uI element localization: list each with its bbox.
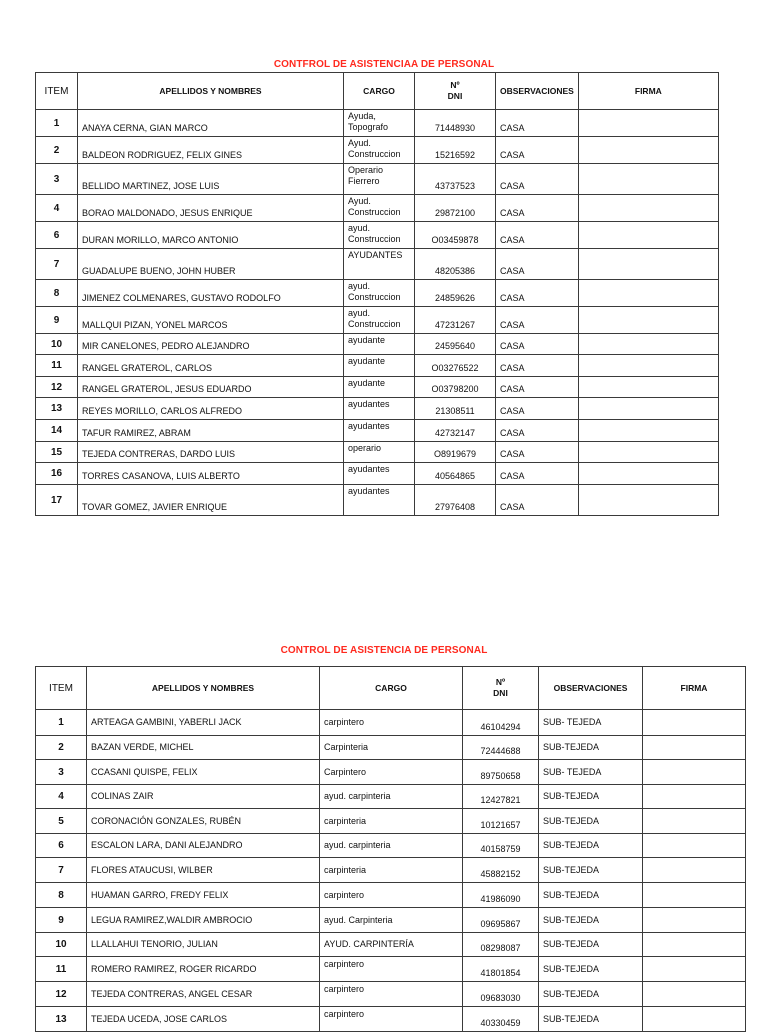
row-name: ROMERO RAMIREZ, ROGER RICARDO (87, 957, 320, 982)
row-firma (578, 280, 718, 307)
row-firma (578, 110, 718, 137)
table-row (36, 982, 746, 1007)
table-row (36, 858, 746, 883)
row-observaciones: CASA (496, 307, 579, 334)
row-firma (578, 164, 718, 195)
row-dni: O03459878 (415, 222, 496, 249)
row-dni: 43737523 (415, 164, 496, 195)
row-observaciones: CASA (496, 195, 579, 222)
header-name: APELLIDOS Y NOMBRES (78, 73, 344, 110)
row-cargo: carpintero (320, 957, 463, 982)
row-dni: 47231267 (415, 307, 496, 334)
row-item: 2 (36, 137, 78, 164)
header-cargo: CARGO (320, 667, 463, 710)
row-item: 10 (36, 334, 78, 355)
row-firma (578, 377, 718, 398)
attendance-table-1 (35, 72, 719, 516)
row-firma (643, 710, 746, 736)
row-dni: 29872100 (415, 195, 496, 222)
row-observaciones: SUB-TEJEDA (539, 957, 643, 982)
table-row (36, 760, 746, 785)
row-observaciones: CASA (496, 280, 579, 307)
row-cargo: Carpintero (320, 760, 463, 785)
table-row (36, 164, 719, 195)
row-dni: 24595640 (415, 334, 496, 355)
row-observaciones: CASA (496, 398, 579, 420)
table-row (36, 420, 719, 442)
row-firma (578, 463, 718, 485)
row-firma (578, 398, 718, 420)
row-cargo: ayudante (344, 334, 415, 355)
row-cargo: ayud. carpinteria (320, 834, 463, 858)
row-firma (578, 485, 718, 516)
table-row (36, 195, 719, 222)
row-firma (643, 760, 746, 785)
table1-title: CONTFROL DE ASISTENCIAA DE PERSONAL (273, 59, 495, 70)
row-observaciones: CASA (496, 249, 579, 280)
row-observaciones: CASA (496, 463, 579, 485)
header-dni-no: Nº (495, 677, 506, 687)
header-firma: FIRMA (643, 667, 746, 710)
row-name: BELLIDO MARTINEZ, JOSE LUIS (78, 164, 344, 195)
row-name: TEJEDA UCEDA, JOSE CARLOS (87, 1007, 320, 1032)
row-item: 1 (36, 110, 78, 137)
header-dni-label: DNI (447, 91, 463, 101)
row-name: GUADALUPE BUENO, JOHN HUBER (78, 249, 344, 280)
row-observaciones: SUB-TEJEDA (539, 809, 643, 834)
row-dni: O8919679 (415, 442, 496, 463)
row-firma (643, 736, 746, 760)
row-cargo: Operario Fierrero (344, 164, 415, 195)
row-cargo: Ayud. Construccion (344, 195, 415, 222)
row-cargo: carpinteria (320, 858, 463, 883)
row-item: 15 (36, 442, 78, 463)
table-row (36, 249, 719, 280)
row-cargo: carpintero (320, 982, 463, 1007)
row-name: ESCALON LARA, DANI ALEJANDRO (87, 834, 320, 858)
table-row (36, 736, 746, 760)
row-item: 9 (36, 307, 78, 334)
row-cargo: carpinteria (320, 809, 463, 834)
row-observaciones: SUB-TEJEDA (539, 908, 643, 933)
row-item: 2 (36, 736, 87, 760)
header-cargo: CARGO (344, 73, 415, 110)
table-row (36, 883, 746, 908)
row-dni: 41801854 (463, 957, 539, 982)
row-cargo: carpintero (320, 710, 463, 736)
row-dni: 40330459 (463, 1007, 539, 1032)
row-dni: 71448930 (415, 110, 496, 137)
table-row (36, 908, 746, 933)
row-observaciones: SUB- TEJEDA (539, 760, 643, 785)
row-item: 8 (36, 280, 78, 307)
row-cargo: carpintero (320, 883, 463, 908)
row-cargo: ayud. carpinteria (320, 785, 463, 809)
row-observaciones: SUB-TEJEDA (539, 933, 643, 957)
table-header-row (36, 73, 719, 110)
row-cargo: carpintero (320, 1007, 463, 1032)
row-cargo: ayud. Carpinteria (320, 908, 463, 933)
row-item: 4 (36, 785, 87, 809)
table-row (36, 442, 719, 463)
row-item: 5 (36, 809, 87, 834)
row-item: 14 (36, 420, 78, 442)
row-observaciones: CASA (496, 334, 579, 355)
row-item: 10 (36, 933, 87, 957)
row-name: LEGUA RAMIREZ,WALDIR AMBROCIO (87, 908, 320, 933)
row-firma (643, 834, 746, 858)
row-observaciones: SUB-TEJEDA (539, 982, 643, 1007)
row-cargo: Carpinteria (320, 736, 463, 760)
row-item: 16 (36, 463, 78, 485)
table-row (36, 710, 746, 736)
row-dni: 46104294 (463, 710, 539, 736)
row-item: 8 (36, 883, 87, 908)
row-item: 3 (36, 760, 87, 785)
row-name: MALLQUI PIZAN, YONEL MARCOS (78, 307, 344, 334)
row-firma (578, 137, 718, 164)
row-item: 4 (36, 195, 78, 222)
table2-body (36, 710, 746, 1032)
row-observaciones: CASA (496, 222, 579, 249)
table-row (36, 485, 719, 516)
table-row (36, 933, 746, 957)
row-firma (578, 195, 718, 222)
row-item: 12 (36, 377, 78, 398)
row-observaciones: CASA (496, 355, 579, 377)
header-observaciones: OBSERVACIONES (496, 73, 579, 110)
row-dni: 45882152 (463, 858, 539, 883)
row-firma (643, 933, 746, 957)
row-firma (643, 785, 746, 809)
row-name: CCASANI QUISPE, FELIX (87, 760, 320, 785)
row-dni: 41986090 (463, 883, 539, 908)
row-firma (578, 249, 718, 280)
row-observaciones: SUB- TEJEDA (539, 710, 643, 736)
row-name: DURAN MORILLO, MARCO ANTONIO (78, 222, 344, 249)
row-firma (578, 222, 718, 249)
row-observaciones: CASA (496, 420, 579, 442)
row-dni: 48205386 (415, 249, 496, 280)
row-dni: 72444688 (463, 736, 539, 760)
row-firma (643, 858, 746, 883)
row-dni: 09683030 (463, 982, 539, 1007)
row-dni: 24859626 (415, 280, 496, 307)
row-firma (643, 883, 746, 908)
header-dni-no: Nº (450, 80, 460, 90)
row-observaciones: CASA (496, 137, 579, 164)
row-firma (578, 355, 718, 377)
row-name: ARTEAGA GAMBINI, YABERLI JACK (87, 710, 320, 736)
row-name: RANGEL GRATEROL, JESUS EDUARDO (78, 377, 344, 398)
row-cargo: ayud. Construccion (344, 307, 415, 334)
row-firma (643, 908, 746, 933)
row-name: BORAO MALDONADO, JESUS ENRIQUE (78, 195, 344, 222)
row-item: 13 (36, 398, 78, 420)
header-name: APELLIDOS Y NOMBRES (87, 667, 320, 710)
row-cargo: ayudante (344, 377, 415, 398)
row-name: TOVAR GOMEZ, JAVIER ENRIQUE (78, 485, 344, 516)
row-dni: 08298087 (463, 933, 539, 957)
table-row (36, 110, 719, 137)
row-name: TORRES CASANOVA, LUIS ALBERTO (78, 463, 344, 485)
row-cargo: AYUD. CARPINTERÍA (320, 933, 463, 957)
row-firma (643, 982, 746, 1007)
row-item: 6 (36, 222, 78, 249)
row-cargo: AYUDANTES (344, 249, 415, 280)
header-dni (463, 667, 539, 710)
table-row (36, 785, 746, 809)
row-cargo: ayud. Construccion (344, 222, 415, 249)
row-dni: 27976408 (415, 485, 496, 516)
row-name: TEJEDA CONTRERAS, DARDO LUIS (78, 442, 344, 463)
row-item: 12 (36, 982, 87, 1007)
table-row (36, 809, 746, 834)
row-name: BAZAN VERDE, MICHEL (87, 736, 320, 760)
header-observaciones: OBSERVACIONES (539, 667, 643, 710)
row-firma (643, 1007, 746, 1032)
row-dni: O03798200 (415, 377, 496, 398)
table-row (36, 377, 719, 398)
row-observaciones: SUB-TEJEDA (539, 858, 643, 883)
row-name: COLINAS ZAIR (87, 785, 320, 809)
row-observaciones: SUB-TEJEDA (539, 736, 643, 760)
row-firma (578, 442, 718, 463)
row-item: 11 (36, 957, 87, 982)
row-name: BALDEON RODRIGUEZ, FELIX GINES (78, 137, 344, 164)
row-dni: 21308511 (415, 398, 496, 420)
table-row (36, 137, 719, 164)
row-item: 9 (36, 908, 87, 933)
row-observaciones: CASA (496, 164, 579, 195)
row-item: 1 (36, 710, 87, 736)
row-name: TEJEDA CONTRERAS, ANGEL CESAR (87, 982, 320, 1007)
header-item: ITEM (36, 73, 78, 110)
row-name: RANGEL GRATEROL, CARLOS (78, 355, 344, 377)
row-firma (578, 307, 718, 334)
table-row (36, 398, 719, 420)
row-item: 11 (36, 355, 78, 377)
row-dni: 42732147 (415, 420, 496, 442)
table-row (36, 355, 719, 377)
row-name: FLORES ATAUCUSI, WILBER (87, 858, 320, 883)
row-cargo: ayud. Construccion (344, 280, 415, 307)
row-dni: 09695867 (463, 908, 539, 933)
table1-body (36, 110, 719, 516)
row-item: 7 (36, 858, 87, 883)
row-observaciones: CASA (496, 377, 579, 398)
row-firma (643, 957, 746, 982)
header-dni-label: DNI (493, 688, 508, 698)
row-observaciones: SUB-TEJEDA (539, 785, 643, 809)
row-item: 7 (36, 249, 78, 280)
row-item: 6 (36, 834, 87, 858)
row-dni: 15216592 (415, 137, 496, 164)
header-dni (415, 73, 496, 110)
row-cargo: ayudantes (344, 463, 415, 485)
row-name: REYES MORILLO, CARLOS ALFREDO (78, 398, 344, 420)
row-dni: 40564865 (415, 463, 496, 485)
row-firma (578, 334, 718, 355)
table-row (36, 834, 746, 858)
row-name: HUAMAN GARRO, FREDY FELIX (87, 883, 320, 908)
row-dni: O03276522 (415, 355, 496, 377)
table-row (36, 957, 746, 982)
row-observaciones: CASA (496, 442, 579, 463)
table-row (36, 334, 719, 355)
row-dni: 12427821 (463, 785, 539, 809)
row-observaciones: SUB-TEJEDA (539, 883, 643, 908)
row-name: TAFUR RAMIREZ, ABRAM (78, 420, 344, 442)
table-row (36, 1007, 746, 1032)
table2-title: CONTROL DE ASISTENCIA DE PERSONAL (280, 645, 488, 656)
header-firma: FIRMA (578, 73, 718, 110)
row-cargo: Ayuda, Topografo (344, 110, 415, 137)
row-item: 17 (36, 485, 78, 516)
table-header-row (36, 667, 746, 710)
row-dni: 89750658 (463, 760, 539, 785)
attendance-table-2 (35, 666, 746, 1032)
row-firma (643, 809, 746, 834)
row-item: 3 (36, 164, 78, 195)
row-item: 13 (36, 1007, 87, 1032)
row-firma (578, 420, 718, 442)
table-row (36, 307, 719, 334)
row-cargo: ayudantes (344, 485, 415, 516)
table-row (36, 463, 719, 485)
row-observaciones: CASA (496, 110, 579, 137)
table-row (36, 280, 719, 307)
table-row (36, 222, 719, 249)
header-item: ITEM (36, 667, 87, 710)
row-cargo: Ayud. Construccion (344, 137, 415, 164)
row-cargo: ayudante (344, 355, 415, 377)
row-observaciones: SUB-TEJEDA (539, 834, 643, 858)
row-cargo: operario (344, 442, 415, 463)
row-name: LLALLAHUI TENORIO, JULIAN (87, 933, 320, 957)
row-cargo: ayudantes (344, 420, 415, 442)
row-dni: 10121657 (463, 809, 539, 834)
row-name: CORONACIÓN GONZALES, RUBÉN (87, 809, 320, 834)
row-observaciones: CASA (496, 485, 579, 516)
row-name: MIR CANELONES, PEDRO ALEJANDRO (78, 334, 344, 355)
row-name: JIMENEZ COLMENARES, GUSTAVO RODOLFO (78, 280, 344, 307)
row-cargo: ayudantes (344, 398, 415, 420)
row-name: ANAYA CERNA, GIAN MARCO (78, 110, 344, 137)
row-observaciones: SUB-TEJEDA (539, 1007, 643, 1032)
row-dni: 40158759 (463, 834, 539, 858)
